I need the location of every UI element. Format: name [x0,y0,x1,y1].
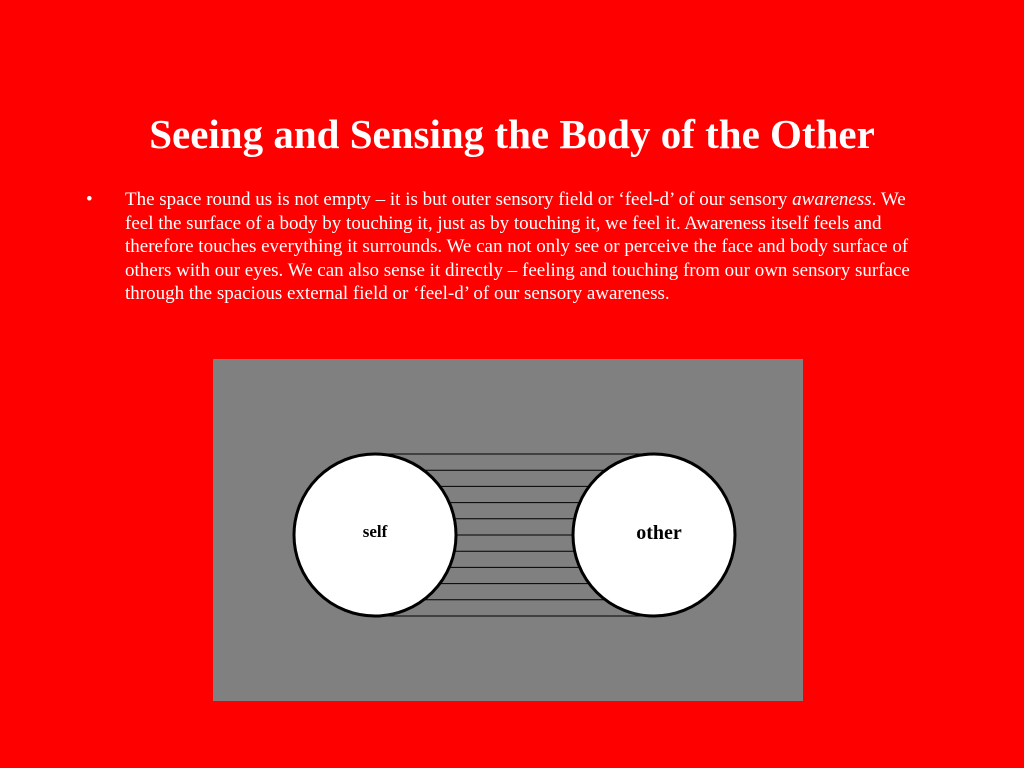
diagram-svg [213,359,803,701]
self-label: self [362,522,388,541]
bullet-text-part1: The space round us is not empty – it is but outer sensory field or ‘feel-d’ of our sensory [125,189,793,210]
bullet-point [86,188,946,306]
self-other-diagram [213,359,803,701]
bullet-marker: • [86,189,93,210]
bullet-text-part2: . We feel the surface of a body by touching it, just as by touching it, we feel it. Awareness itself feels and therefore touches everything it surrounds. We can not only see or perceive the face and body surface of others with our eyes. We can also sense it directly – feeling and touching from our own sensory surface through the spacious external field or ‘feel-d’ of our sensory awareness. [125,189,910,304]
other-label: other [636,522,682,544]
bullet-text-emphasis: awareness [792,189,872,210]
bullet-text [125,188,935,306]
slide-title: Seeing and Sensing the Body of the Other [149,111,875,157]
